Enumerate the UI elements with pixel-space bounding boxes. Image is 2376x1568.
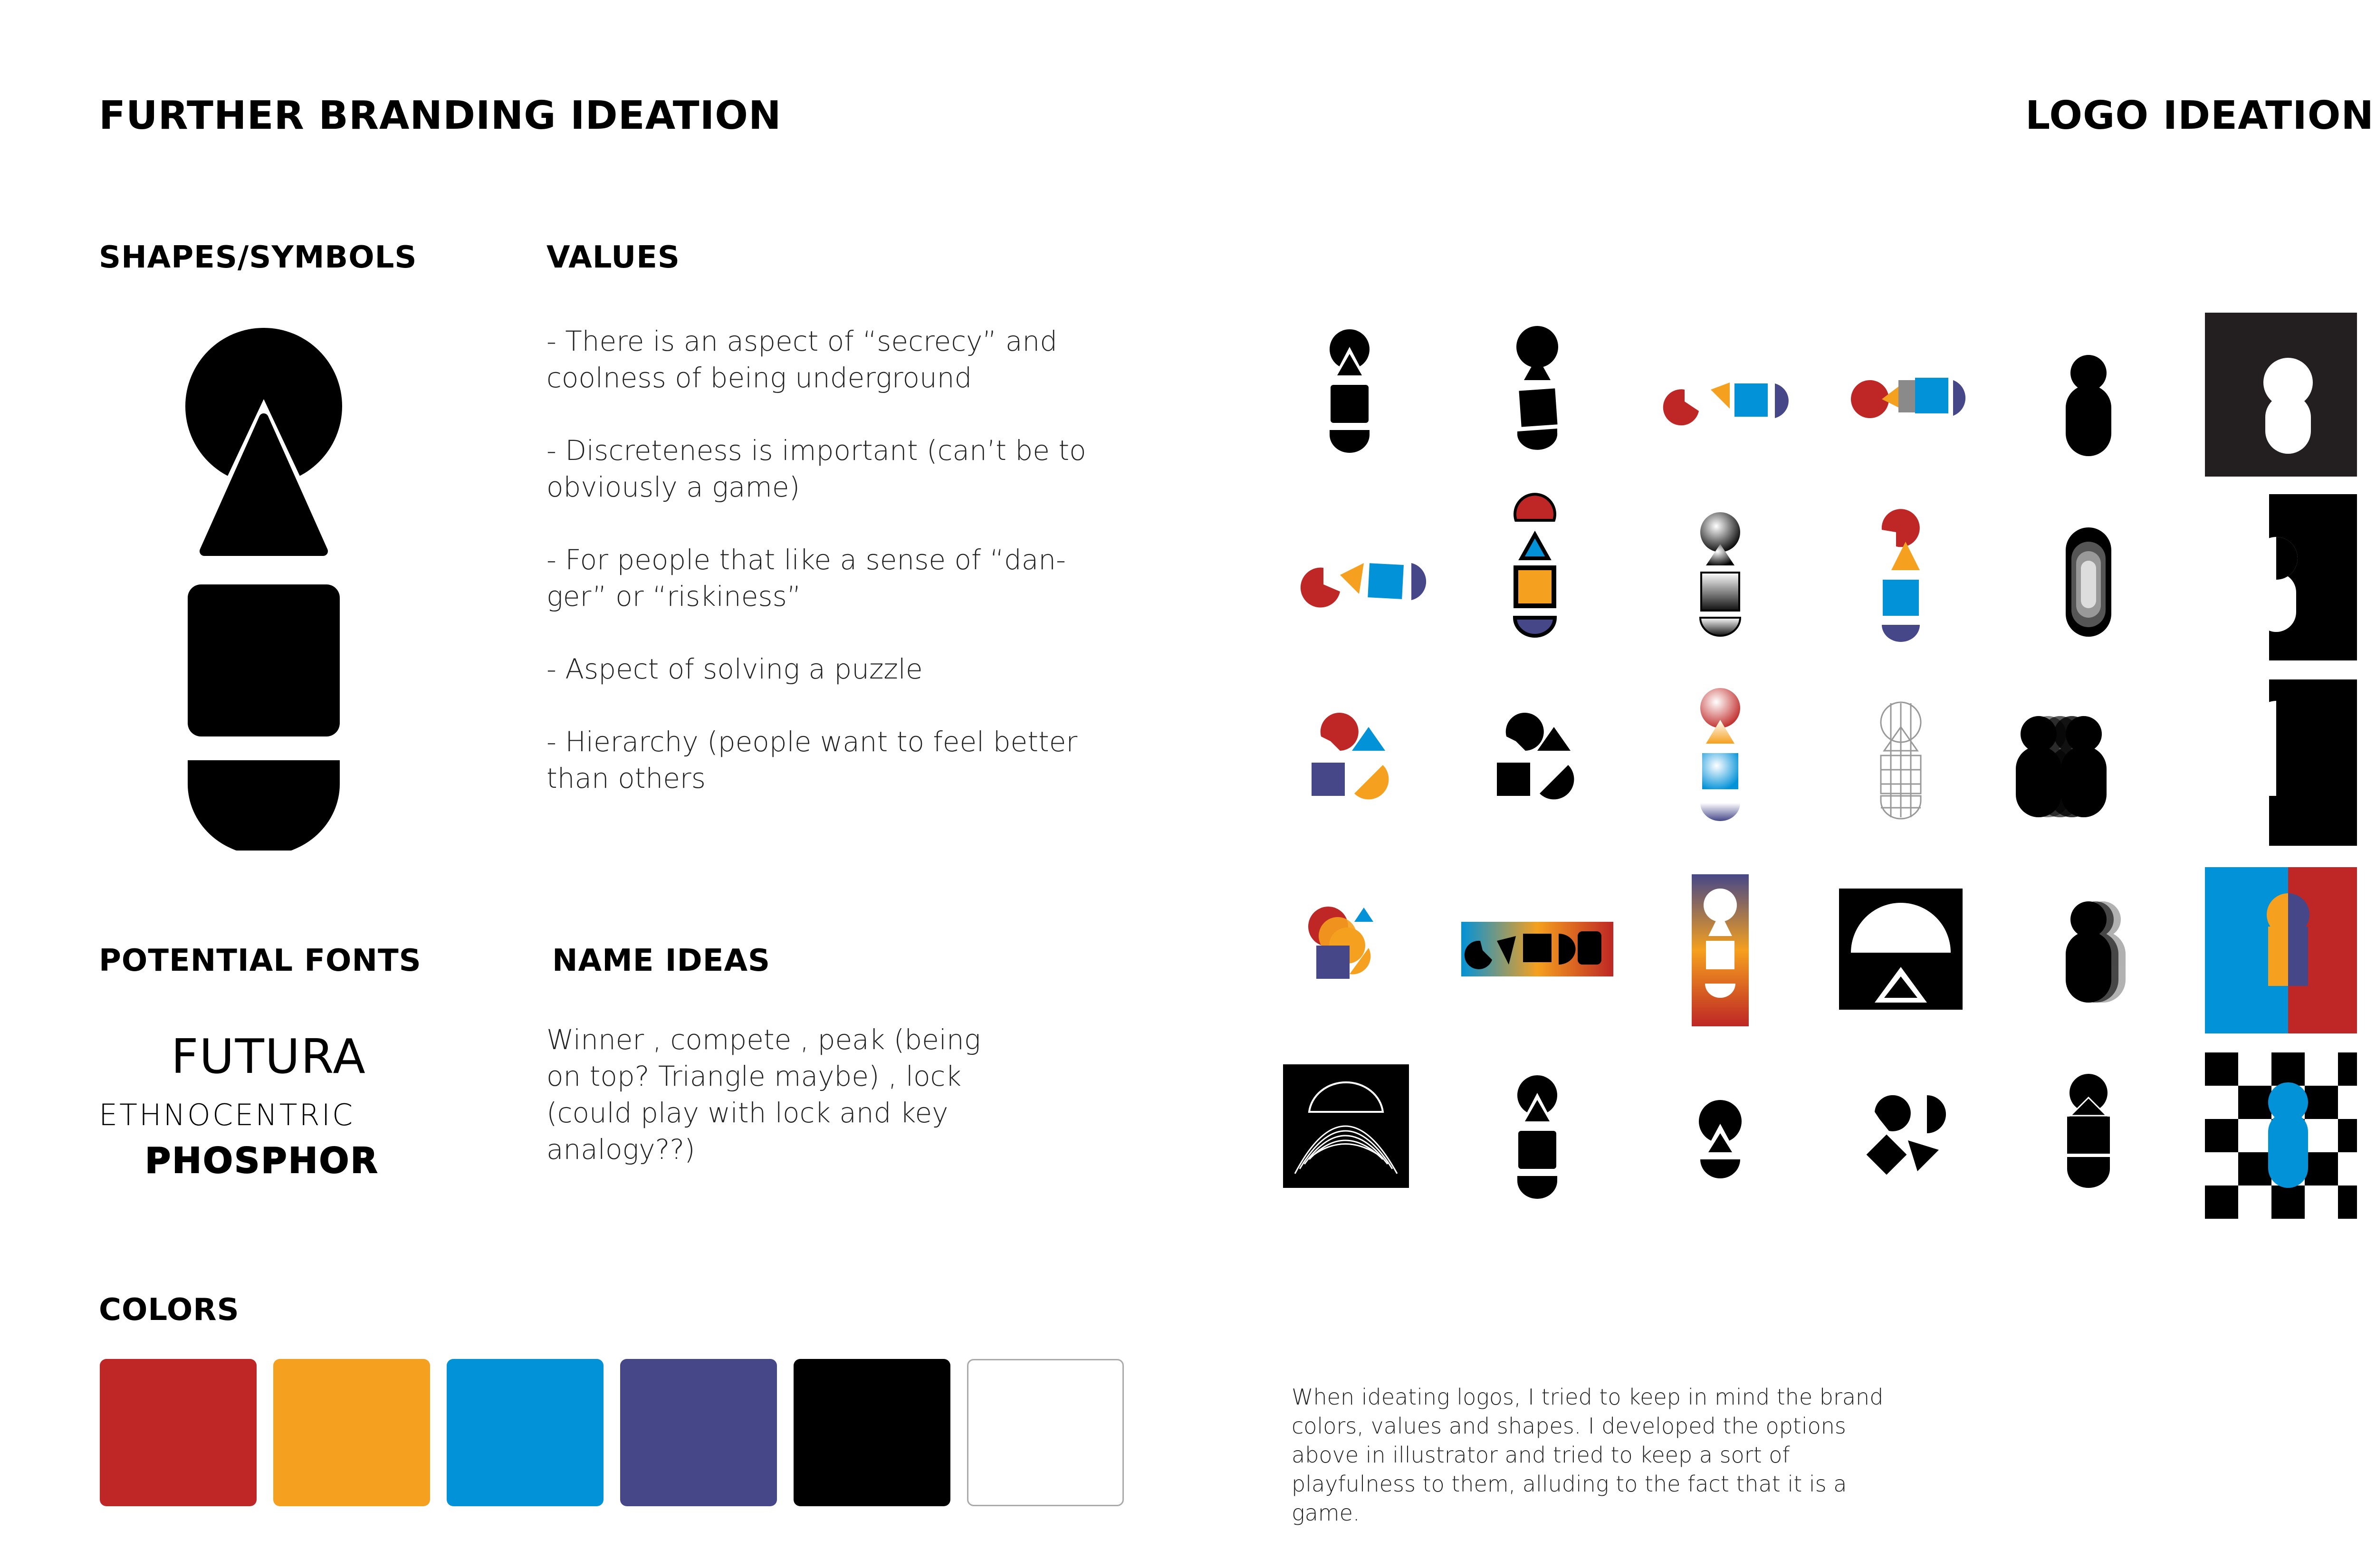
name-ideas-text: Winner , compete , peak (being on top? Triangle maybe) , lock (could play with lock and key analogy??): [546, 1023, 981, 1166]
value-item: - There is an aspect of “secrecy” and coolness of being underground: [546, 325, 1058, 394]
value-item: - Hierarchy (people want to feel better than others: [546, 726, 1078, 794]
value-item: - Discreteness is important (can’t be to obviously a game): [546, 434, 1086, 503]
names-heading: NAME IDEAS: [552, 943, 771, 978]
value-item: - For people that like a sense of “dan- ger” or “riskiness”: [546, 544, 1066, 612]
logo-option-r4-1: [1308, 907, 1373, 979]
logo-option-r4-5: [2066, 901, 2126, 1003]
logo-grid: [1264, 304, 2357, 1221]
color-swatch-red: [100, 1359, 257, 1506]
shapes-heading: SHAPES/SYMBOLS: [99, 240, 417, 275]
logo-option-r3-6: [2255, 679, 2357, 846]
logo-option-r1-3: [1663, 382, 1789, 425]
logo-option-r2-1: [1301, 563, 1426, 608]
color-swatch-purple: [620, 1359, 777, 1506]
font-sample-ethnocentric: ETHNOCENTRIC: [99, 1098, 355, 1132]
logo-option-r1-1: [1330, 329, 1370, 453]
logo-option-r5-1: [1283, 1064, 1409, 1188]
master-symbol: [181, 328, 352, 851]
logo-option-r3-5: [2016, 716, 2107, 817]
logo-option-r1-4: [1851, 378, 1965, 418]
logo-caption: When ideating logos, I tried to keep in mind the brand colors, values and shapes. I developed the options above in illustrator and tried to keep a sort of playfulness to them, alluding to the fact that it is a game.: [1292, 1384, 1884, 1526]
logo-option-r5-2: [1517, 1075, 1557, 1199]
fonts-heading: POTENTIAL FONTS: [99, 943, 422, 978]
page-title-right: LOGO IDEATION: [2025, 93, 2375, 138]
color-swatch-blue: [447, 1359, 604, 1506]
logo-option-r5-5: [2067, 1074, 2110, 1188]
color-swatch-orange: [273, 1359, 430, 1506]
logo-option-r2-2: [1515, 494, 1555, 636]
colors-heading: COLORS: [99, 1292, 240, 1328]
logo-option-r5-4: [1867, 1095, 1946, 1175]
logo-option-r3-2: [1497, 713, 1574, 799]
logo-option-r2-3: [1700, 512, 1740, 636]
color-swatch-white: [967, 1359, 1124, 1506]
logo-option-r3-4: [1881, 702, 1921, 819]
logo-option-r2-6: [2246, 494, 2357, 660]
logo-option-r4-4: [1839, 889, 1963, 1010]
font-sample-phosphor: PHOSPHOR: [145, 1140, 379, 1181]
logo-option-r3-3: [1700, 688, 1740, 821]
logo-option-r4-6: [2205, 867, 2357, 1033]
logo-option-r2-5: [2066, 527, 2111, 637]
page-title-left: FURTHER BRANDING IDEATION: [99, 93, 782, 138]
font-sample-futura: FUTURA: [171, 1029, 366, 1084]
value-item: - Aspect of solving a puzzle: [546, 653, 923, 685]
logo-option-r2-4: [1882, 509, 1920, 642]
logo-option-r1-5: [2066, 355, 2111, 456]
logo-option-r4-3: [1692, 874, 1749, 1026]
logo-option-r1-2: [1516, 326, 1558, 450]
logo-option-r4-2: [1461, 922, 1613, 976]
values-heading: VALUES: [546, 240, 680, 275]
logo-option-r5-3: [1699, 1100, 1742, 1178]
logo-option-r3-1: [1312, 713, 1389, 799]
values-list: [546, 323, 1093, 833]
logo-option-r1-6: [2205, 313, 2357, 477]
logo-option-r5-6: [2205, 1052, 2357, 1219]
color-swatch-black: [794, 1359, 950, 1506]
